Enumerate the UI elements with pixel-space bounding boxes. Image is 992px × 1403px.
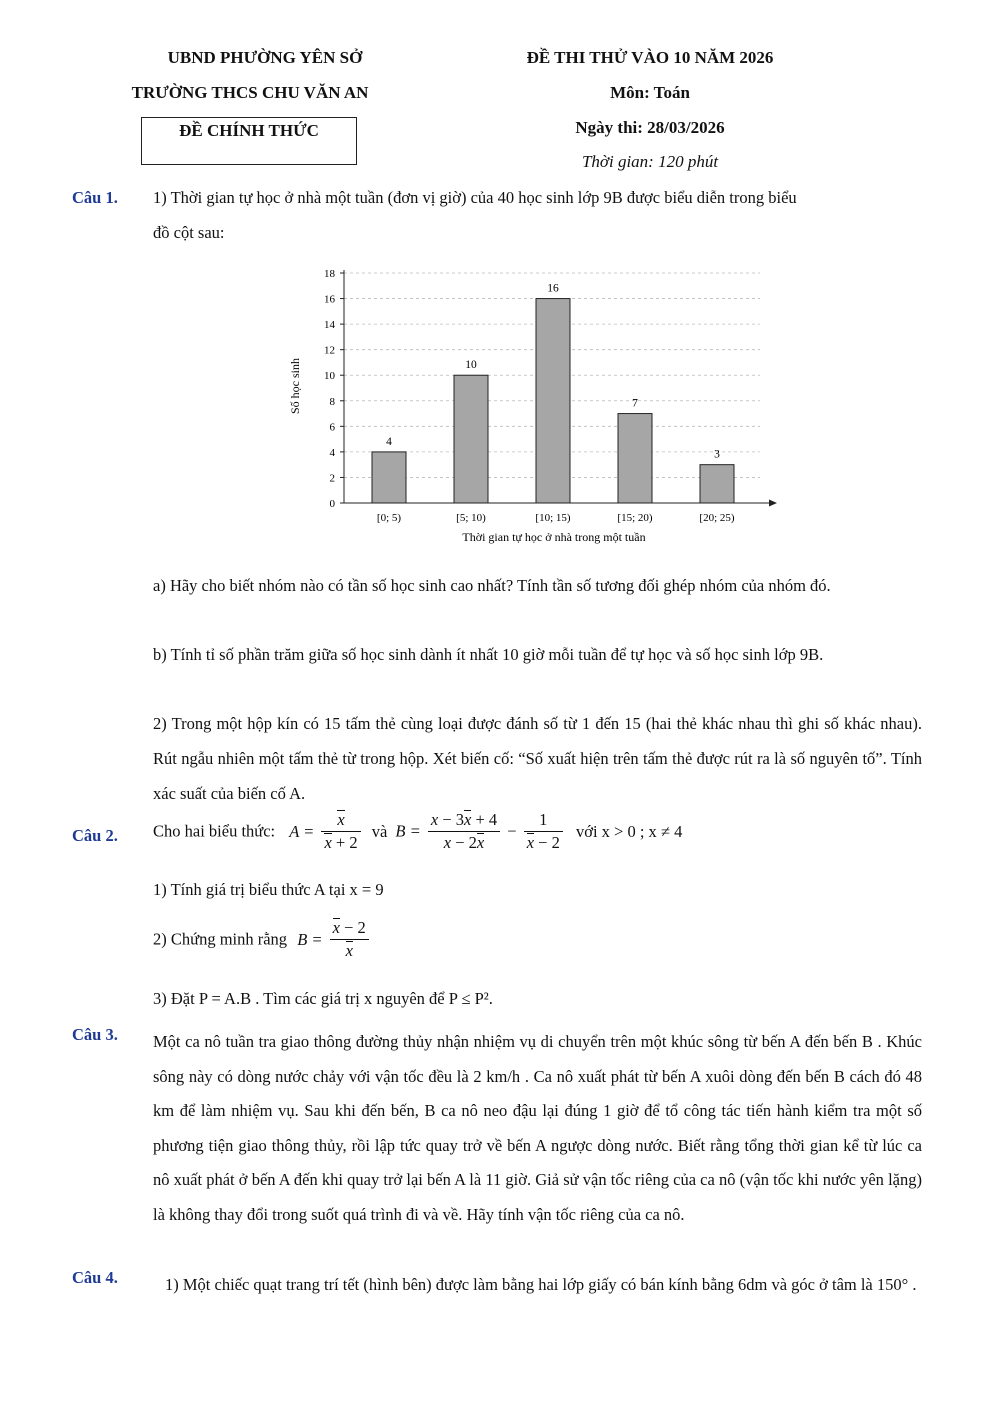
expr-a-fraction: $\frac{x}{x + 2}$ (321, 810, 360, 853)
q2-label: Câu 2. (72, 826, 118, 845)
y-tick-label: 10 (324, 370, 335, 383)
proof-fraction: $\frac{x - 2}{x}$ (330, 918, 369, 961)
y-tick-label: 6 (329, 421, 335, 434)
exam-duration: Thời gian: 120 phút (581, 152, 719, 171)
q4-label: Câu 4. (72, 1268, 118, 1287)
y-tick-label: 8 (329, 395, 335, 408)
q3-text: Một ca nô tuần tra giao thông đường thủy nhận nhiệm vụ di chuyển trên một khúc sông từ bến A đến bến B . Khúc sông này có dòng nước chảy với vận tốc đều là 2 km/h . Ca nô xuất phát từ bến A xuôi dòng đến bến B cách đó 48 km để làm nhiệm vụ. Sau khi đến bến, B ca nô neo đậu lại đúng 1 giờ để tổ công tác tiến hành kiểm tra một số phương tiện giao thông thủy, rồi lập tức quay trở về bến A ngược dòng nước. Biết rằng tổng thời gian kể từ lúc ca nô xuất phát ở bến A đến khi quay trở lại bến A là 11 giờ. Giả sử vận tốc riêng của ca nô (vận tốc khi nước yên lặng) là không thay đổi trong suốt quá trình đi và về. Hãy tính vận tốc riêng của ca nô. (153, 1032, 922, 1224)
q1-part-2: 2) Trong một hộp kín có 15 tấm thẻ cùng loại được đánh số từ 1 đến 15 (hai thẻ khác nhau thì ghi số khác nhau). Rút ngẫu nhiên một tấm thẻ từ trong hộp. Xét biến cố: “Số xuất hiện trên tấm thẻ được rút ra là số nguyên tố”. Tính xác suất của biến cố A. (153, 714, 922, 803)
q2-step-2-row: 2) Chứng minh rằng B = $\frac{x - 2}{x}$ (153, 918, 372, 968)
bar-chart (270, 258, 790, 550)
q2-step-2: 2) Chứng minh rằng (153, 929, 288, 949)
y-tick-label: 4 (329, 446, 335, 459)
official-stamp (141, 117, 357, 165)
q4-text: 1) Một chiếc quạt trang trí tết (hình bên) được làm bằng hai lớp giấy có bán kính bằng 6dm và góc ở tâm là 150° . (165, 1275, 917, 1294)
x-tick-label: [20; 25) (699, 512, 735, 524)
expr-b-lhs: B = (395, 821, 421, 841)
bar (618, 414, 652, 503)
q2-step-3: 3) Đặt P = A.B . Tìm các giá trị x nguyên để P ≤ P². (153, 989, 493, 1008)
q1-label: Câu 1. (72, 188, 118, 207)
bar (372, 452, 406, 503)
school-name: TRƯỜNG THCS CHU VĂN AN (131, 83, 369, 102)
x-axis-label: Thời gian tự học ở nhà trong một tuần (462, 530, 646, 544)
y-tick-label: 2 (329, 472, 335, 485)
bar-value-label: 16 (547, 282, 559, 295)
exam-title: ĐỀ THI THỬ VÀO 10 NĂM 2026 (526, 48, 774, 67)
y-tick-label: 18 (324, 268, 335, 280)
bar-value-label: 10 (465, 359, 477, 372)
q1-part-a: a) Hãy cho biết nhóm nào có tần số học sinh cao nhất? Tính tần số tương đối ghép nhóm của nhóm đó. (153, 576, 831, 595)
q2-step-1: 1) Tính giá trị biểu thức A tại x = 9 (153, 880, 384, 899)
q1-part-b: b) Tính tỉ số phần trăm giữa số học sinh dành ít nhất 10 giờ mỗi tuần để tự học và số học sinh lớp 9B. (153, 645, 824, 664)
official-label: ĐỀ CHÍNH THỨC (179, 121, 319, 140)
expr-b-fraction-2: $\frac{1}{x - 2}$ (524, 810, 563, 853)
x-tick-label: [10; 15) (535, 512, 571, 524)
exam-subject: Môn: Toán (610, 83, 690, 102)
y-axis-label: Số học sinh (288, 357, 302, 415)
q2-and: và (371, 821, 388, 841)
x-tick-label: [15; 20) (617, 512, 653, 524)
bar (536, 299, 570, 503)
y-tick-label: 14 (324, 319, 335, 332)
bar (454, 375, 488, 503)
expr-a-lhs: A = (289, 821, 315, 841)
y-tick-label: 0 (329, 498, 335, 510)
x-tick-label: [0; 5) (376, 512, 402, 524)
bar (700, 465, 734, 503)
q2-intro: Cho hai biểu thức: (153, 821, 276, 841)
x-tick-label: [5; 10) (456, 512, 486, 524)
q1-intro-2: đồ cột sau: (153, 223, 225, 242)
q3-label: Câu 3. (72, 1025, 118, 1044)
y-tick-label: 12 (324, 344, 335, 357)
bar-value-label: 4 (386, 435, 392, 448)
ward-name: UBND PHƯỜNG YÊN SỞ (167, 48, 363, 67)
exam-date: Ngày thi: 28/03/2026 (575, 118, 725, 137)
bar-value-label: 3 (714, 448, 720, 461)
x-axis-arrow (769, 500, 777, 507)
q2-condition: với x > 0 ; x ≠ 4 (575, 821, 683, 841)
q1-intro: 1) Thời gian tự học ở nhà một tuần (đơn vị giờ) của 40 học sinh lớp 9B được biểu diễn trong biểu (153, 188, 797, 207)
expr-b-fraction-1: $\frac{x - 3x + 4}{x - 2x}$ (428, 810, 500, 853)
q2-expressions: Cho hai biểu thức: A = $\frac{x}{x + 2}$ và B = $\frac{x - 3x + 4}{x - 2x}$ − $\frac{1}{x - 2}$ với x > 0 ; x ≠ 4 (153, 810, 683, 852)
bar-value-label: 7 (632, 397, 638, 410)
y-tick-label: 16 (324, 293, 335, 306)
